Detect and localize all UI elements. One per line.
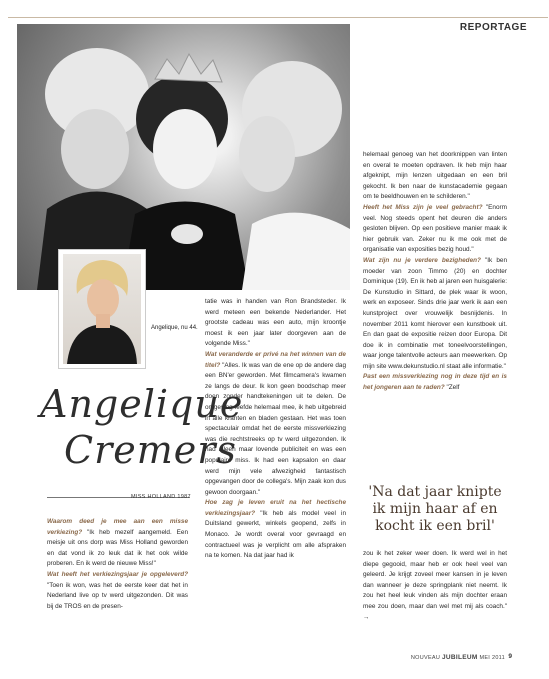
- answer: "Ik heb mezelf aangemeld. Een meisje uit ons dorp was Miss Holland geworden en dat vond ik zo leuk dat ik het ook wilde proberen. En ik werd de nieuwe Miss!": [47, 528, 188, 568]
- column-1: [47, 517, 188, 612]
- answer: tatie was in handen van Ron Brandsteder. Ik werd meteen een bekende Nederlander. Het grootste cadeau was een auto, mijn kroontje moest ik een jaar later doorgeven aan de volgende Miss.": [205, 298, 346, 348]
- answer: zou ik het zeker weer doen. Ik werd wel in het diepe gegooid, maar heb er ook heel veel van geleerd. Je krijgt zoveel meer kansen in je leven dan wanneer je deze springplank niet neemt. Ik zou het heel leuk vinden als mijn dochter eraan mee zou doen, maar dan wel met mij als coach.": [363, 550, 507, 610]
- title-last-name: Cremers: [64, 428, 237, 472]
- question: Waarom deed je mee aan een misse verkiezing?: [47, 518, 188, 536]
- subtitle: MISS HOLLAND 1987: [131, 494, 191, 500]
- answer: helemaal genoeg van het doorknippen van linten en overal te moeten opdraven. Ik heb mijn haar afgeknipt, mijn lenzen uitgedaan en een bril gekocht. Ik ben naar de kunstacademie gegaan om te beeldhouwen en te schilderen.": [363, 151, 507, 201]
- column-2: [205, 297, 346, 562]
- column-4: [363, 549, 507, 623]
- footer-brand: JUBILEUM: [442, 654, 478, 661]
- question: Heeft het Miss zijn je veel gebracht?: [363, 203, 483, 211]
- inset-caption: Angelique, nu 44.: [151, 325, 198, 331]
- page-number: 9: [508, 653, 512, 660]
- question: Wat zijn nu je verdere bezigheden?: [363, 256, 481, 264]
- continue-arrow-icon: →: [363, 613, 370, 621]
- section-label: REPORTAGE: [459, 22, 527, 33]
- answer: "Alles. Ik was van de ene op de andere dag een BN'er geworden. Met filmcamera's kwamen ze langs de deur. Ik kon geen boodschap meer doen zonder handtekeningen uit te delen. De omgeving leefde helemaal mee, ik heb uitgebreid in alle kranten en bladen gestaan. Het was toen spectaculair omdat het de eerste missverkiezing was die rechtstreeks op tv werd uitgezonden. Ik had alleen maar lovende publiciteit en was een populaire miss. Ik had een kapsalon en daar werd mijn vele afwezigheid fantastisch opgevangen door de collega's. Mijn zaak kon dus gewoon doorgaan.": [205, 361, 346, 496]
- pull-quote: 'Na dat jaar knipte ik mijn haar af en kocht ik een bril': [368, 484, 502, 534]
- question: Wat heeft het verkiezingsjaar je opgeleverd?: [47, 570, 188, 578]
- answer: "Ik ben moeder van zoon Timmo (20) en dochter Dominique (19). En ik heb al jaren een huisgalerie: De Kunstudio in Sittard, de plek waar ik woon, werk en exposeer. Sinds drie jaar werk ik aan een kunstproject over vrouwelijk besnijdenis. In november 2011 komt hierover een kunstboek uit. En dan gaat de expositie reizen door Europa. Dit doe ik in combinatie met toneelvoorstellingen, waar jonge talentvolle acteurs aan meewerken. Op mijn site www.dekunstudio.nl staat alle informatie.": [363, 256, 507, 370]
- header-rule: [8, 17, 548, 18]
- answer: "Enorm veel. Nog steeds opent het deuren die anders gesloten blijven. Op een positieve manier maak ik hier gebruik van. Zeker nu ik me ook met de organisatie van exposities bezig houd.": [363, 203, 507, 254]
- answer: "Zelf: [444, 384, 460, 392]
- title-first-name: Angelique: [40, 382, 244, 426]
- question: Wat veranderde er privé na het winnen van de titel?: [205, 350, 346, 369]
- answer: "Ik heb als model veel in Duitsland gewerkt, winkels geopend, zelfs in Monaco. Je wordt overal voor gevraagd en contractueel was je verplicht om alle afspraken na te komen. Na dat jaar had ik: [205, 509, 346, 560]
- column-3: [363, 150, 507, 394]
- question: Past een missverkiezing nog in deze tijd en is het jongeren aan te raden?: [363, 373, 507, 392]
- footer-date: MEI 2011: [479, 655, 505, 661]
- inset-photo: [59, 250, 145, 368]
- footer: [411, 654, 505, 661]
- footer-prefix: NOUVEAU: [410, 655, 441, 661]
- answer: "Toen ik won, was het de eerste keer dat het in Nederland live op tv werd uitgezonden. Dit was bij de TROS en de presen-: [47, 581, 188, 610]
- question: Hoe zag je leven eruit na het hectische verkiezingsjaar?: [205, 499, 346, 517]
